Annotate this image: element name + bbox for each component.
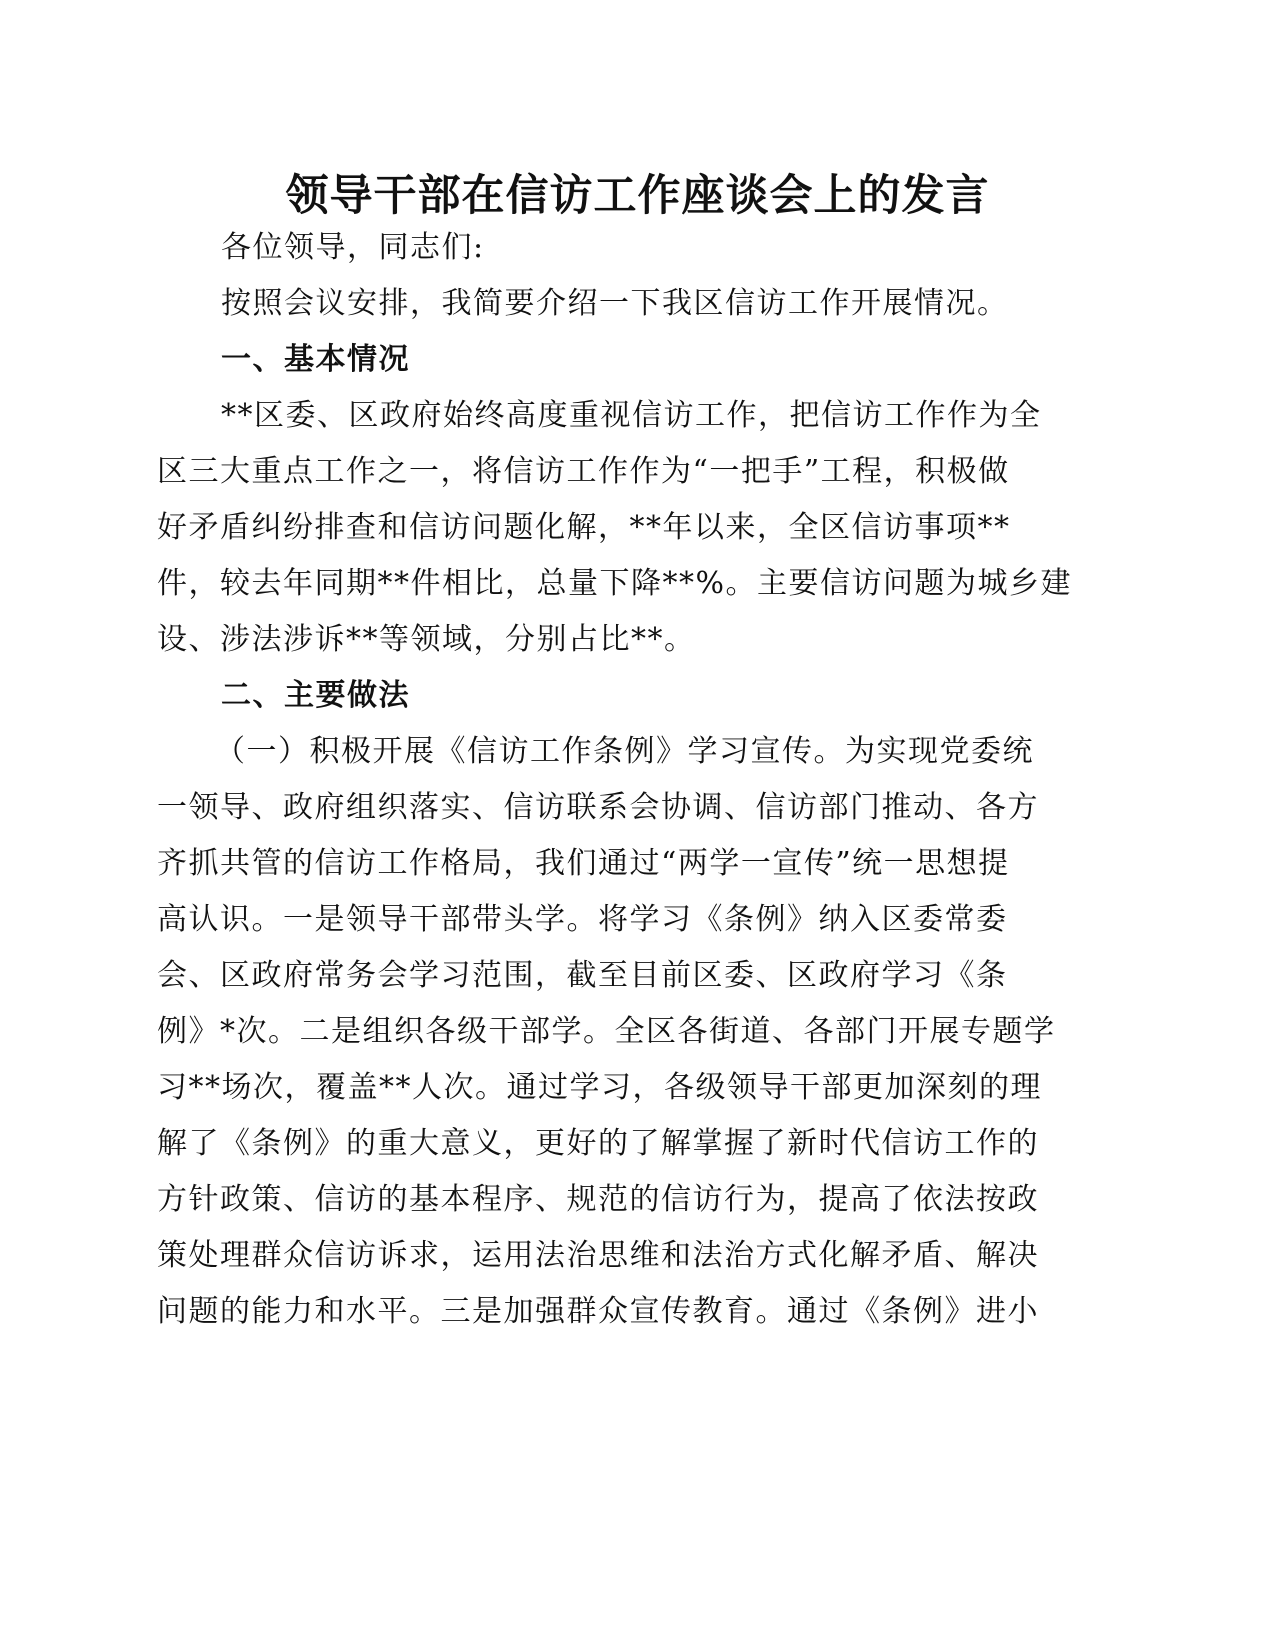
- body-line: 解了《条例》的重大意义，更好的了解掌握了新时代信访工作的: [157, 1126, 1039, 1161]
- body-line: 问题的能力和水平。三是加强群众宣传教育。通过《条例》进小: [157, 1294, 1039, 1329]
- salutation: 各位领导，同志们:: [221, 230, 485, 265]
- document-title: 领导干部在信访工作座谈会上的发言: [285, 171, 990, 221]
- body-line: 件，较去年同期**件相比，总量下降**%。主要信访问题为城乡建: [157, 566, 1073, 601]
- body-line: 设、涉法涉诉**等领域，分别占比**。: [157, 622, 696, 657]
- intro-paragraph: 按照会议安排，我简要介绍一下我区信访工作开展情况。: [221, 286, 1009, 321]
- body-line: 好矛盾纠纷排查和信访问题化解，**年以来，全区信访事项**: [157, 510, 1011, 545]
- body-line: 例》*次。二是组织各级干部学。全区各街道、各部门开展专题学: [157, 1014, 1056, 1049]
- body-line: 习**场次，覆盖**人次。通过学习，各级领导干部更加深刻的理: [157, 1070, 1042, 1105]
- section-heading-practices: 二、主要做法: [221, 678, 410, 713]
- body-line: 区三大重点工作之一，将信访工作作为“一把手”工程，积极做: [157, 454, 1010, 489]
- body-line: 一领导、政府组织落实、信访联系会协调、信访部门推动、各方: [157, 790, 1039, 825]
- body-line: 齐抓共管的信访工作格局，我们通过“两学一宣传”统一思想提: [157, 846, 1010, 881]
- body-line: 方针政策、信访的基本程序、规范的信访行为，提高了依法按政: [157, 1182, 1039, 1217]
- body-line: （一）积极开展《信访工作条例》学习宣传。为实现党委统: [215, 734, 1034, 769]
- body-line: 策处理群众信访诉求，运用法治思维和法治方式化解矛盾、解决: [157, 1238, 1039, 1273]
- section-heading-basic: 一、基本情况: [221, 342, 410, 377]
- body-line: 高认识。一是领导干部带头学。将学习《条例》纳入区委常委: [157, 902, 1008, 937]
- body-line: 会、区政府常务会学习范围，截至目前区委、区政府学习《条: [157, 958, 1008, 993]
- body-line: **区委、区政府始终高度重视信访工作，把信访工作作为全: [221, 398, 1042, 433]
